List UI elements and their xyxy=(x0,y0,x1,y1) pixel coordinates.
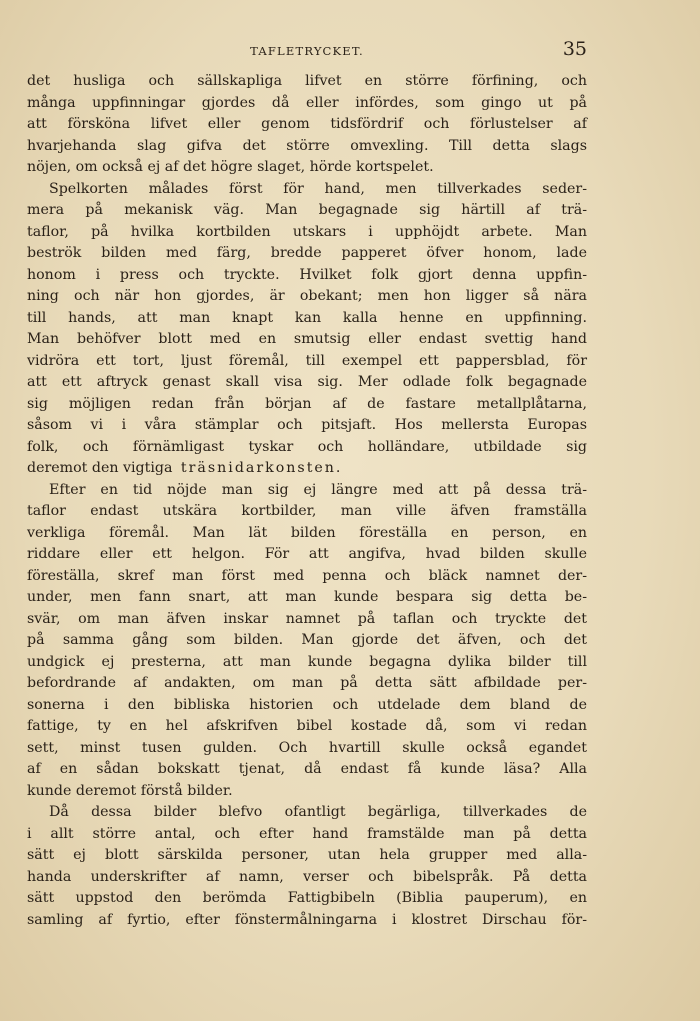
text-line: sig möjligen redan från början af de fastare metallplåtarna, xyxy=(27,395,587,412)
text-line: befordrande af andakten, om man på detta sätt afbildade per- xyxy=(27,675,587,691)
text-line: hvarjehanda slag gifva det större omvexling. Till detta slags xyxy=(27,137,587,154)
text-line: sett, minst tusen gulden. Och hvartill skulle också egandet xyxy=(27,739,587,756)
text-line: många uppfinningar gjordes då eller infördes, som gingo ut på xyxy=(27,94,587,111)
text-line: sätt ej blott särskilda personer, utan hela grupper med alla- xyxy=(27,847,587,863)
text-line: undgick ej presterna, att man kunde begagna dylika bilder till xyxy=(27,653,587,670)
text-line: Spelkorten målades först för hand, men tillverkades seder- xyxy=(49,180,587,197)
page-header xyxy=(27,38,587,62)
text-line: det husliga och sällskapliga lifvet en större förfining, och xyxy=(27,73,587,89)
text-line: i allt större antal, och efter hand framstälde man på detta xyxy=(27,825,587,842)
text-line: svär, om man äfven inskar namnet på taflan och tryckte det xyxy=(27,610,587,627)
text-line: handa underskrifter af namn, verser och bibelspråk. På detta xyxy=(27,868,587,885)
text-line: fattige, ty en hel afskrifven bibel kostade då, som vi redan xyxy=(27,718,587,734)
page-number: 35 xyxy=(562,38,587,60)
running-title: TAFLETRYCKET. xyxy=(250,44,364,58)
text-line: samling af fyrtio, efter fönstermålningarna i klostret Dirschau för- xyxy=(27,911,587,928)
text-line: föreställa, skref man först med penna och bläck namnet der- xyxy=(27,567,587,584)
text-line: vidröra ett tort, ljust föremål, till exempel ett pappersblad, för xyxy=(27,352,587,369)
text-line: såsom vi i våra stämplar och pitsjaft. Hos mellersta Europas xyxy=(27,417,587,433)
text-line: folk, och förnämligast tyskar och holländare, utbildade sig xyxy=(27,438,587,455)
text-line: att försköna lifvet eller genom tidsfördrif och förlustelser af xyxy=(27,116,587,132)
text-line: sonerna i den bibliska historien och utdelade dem bland de xyxy=(27,696,587,713)
text-line: Man behöfver blott med en smutsig eller endast svettig hand xyxy=(27,331,587,347)
text-line: taflor endast utskära kortbilder, man ville äfven framställa xyxy=(27,503,587,519)
text-line: ning och när hon gjordes, är obekant; men hon ligger så nära xyxy=(27,288,587,304)
text-line: honom i press och tryckte. Hvilket folk gjort denna uppfin- xyxy=(27,266,587,283)
text-line: af en sådan bokskatt tjenat, då endast få kunde läsa? Alla xyxy=(27,761,587,777)
text-line: under, men fann snart, att man kunde bespara sig detta be- xyxy=(27,589,587,605)
text-line: nöjen, om också ej af det högre slaget, hörde kortspelet. xyxy=(27,159,434,175)
text-line: till hands, att man knapt kan kalla henne en uppfinning. xyxy=(27,309,587,326)
text-line: verkliga föremål. Man lät bilden föreställa en person, en xyxy=(27,524,587,541)
text-line: taflor, på hvilka kortbilden utskars i upphöjdt arbete. Man xyxy=(27,223,587,240)
text-line: beströk bilden med färg, bredde papperet öfver honom, lade xyxy=(27,245,587,261)
text-line: riddare eller ett helgon. För att angifva, hvad bilden skulle xyxy=(27,546,587,562)
text-line: Efter en tid nöjde man sig ej längre med att på dessa trä- xyxy=(49,481,587,498)
text-line: deremot den vigtiga träsnidarkonsten. xyxy=(27,460,343,476)
text-line: att ett aftryck genast skall visa sig. Mer odlade folk begagnade xyxy=(27,374,587,390)
body-text xyxy=(27,71,587,931)
text-line: mera på mekanisk väg. Man begagnade sig härtill af trä- xyxy=(27,202,587,218)
text-line: Då dessa bilder blefvo ofantligt begärliga, tillverkades de xyxy=(49,804,587,820)
text-line: kunde deremot förstå bilder. xyxy=(27,782,233,799)
text-line: sätt uppstod den berömda Fattigbibeln (Biblia pauperum), en xyxy=(27,890,587,906)
text-line: på samma gång som bilden. Man gjorde det äfven, och det xyxy=(27,632,587,648)
